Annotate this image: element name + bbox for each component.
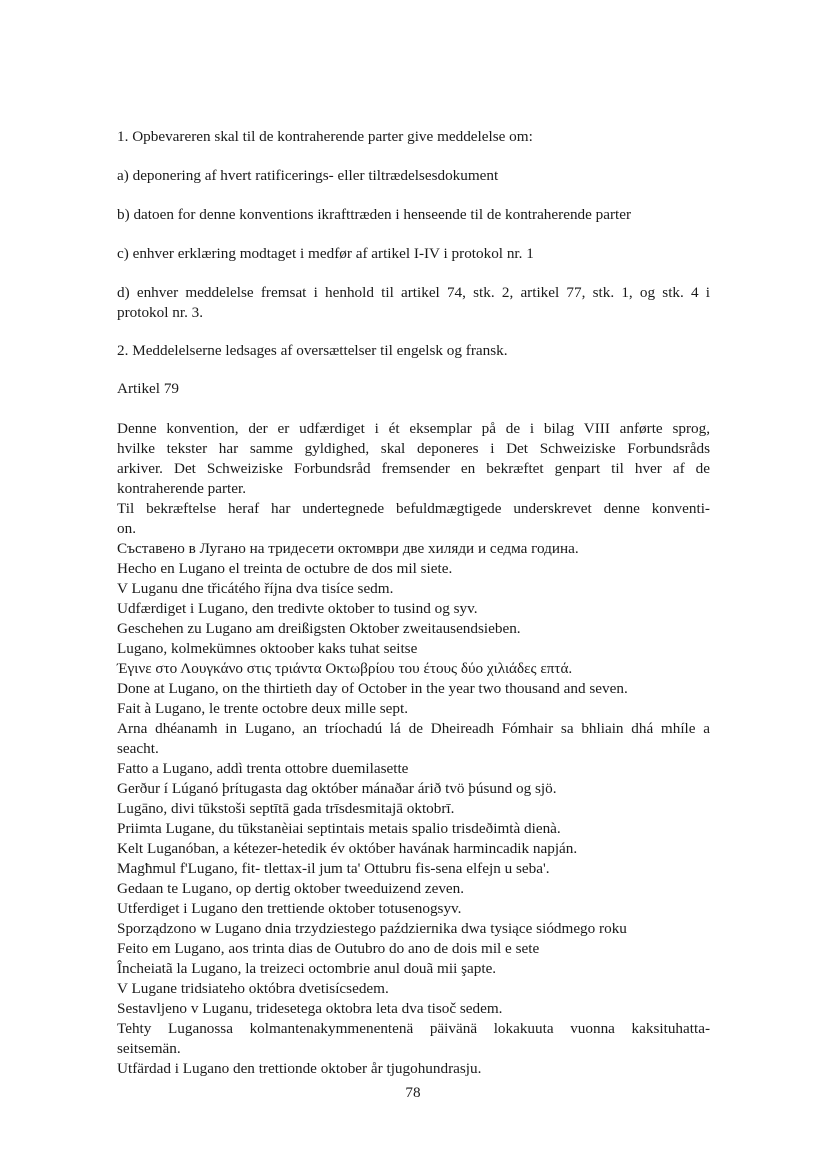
done-at-line: Lugāno, divi tūkstoši septītā gada trīsdesmitajā oktobrī. (117, 800, 455, 817)
list-item-d (117, 283, 710, 323)
done-at-line: Kelt Luganóban, a kétezer-hetedik év október havának harmincadik napján. (117, 840, 578, 857)
done-at-line: Utferdiget i Lugano den trettiende oktober totusenogsyv. (117, 900, 462, 917)
list-item-b: b) datoen for denne konventions ikrafttræden i henseende til de kontraherende parter (117, 206, 632, 223)
done-at-line: Gerður í Lúganó þrítugasta dag október mánaðar árið tvö þúsund og sjö. (117, 780, 557, 797)
done-at-line: Arna dhéanamh in Lugano, an tríochadú lá de Dheireadh Fómhair sa bhliain dhá mhíle a (117, 720, 710, 737)
intro-line-4: kontraherende parter. (117, 480, 247, 497)
done-at-line: Geschehen zu Lugano am dreißigsten Oktober zweitausendsieben. (117, 620, 521, 637)
list-item-d-line-2: protokol nr. 3. (117, 304, 204, 321)
list-item-d-line-1: d) enhver meddelelse fremsat i henhold til artikel 74, stk. 2, artikel 77, stk. 1, og stk. 4 i (117, 284, 710, 301)
page-number: 78 (405, 1084, 421, 1101)
done-at-line: Съставено в Лугано на тридесети октомври две хиляди и седма година. (117, 540, 579, 557)
article-heading: Artikel 79 (117, 380, 180, 397)
list-item-c: c) enhver erklæring modtaget i medfør af artikel I-IV i protokol nr. 1 (117, 245, 534, 262)
done-at-line: Fatto a Lugano, addì trenta ottobre duemilasette (117, 760, 409, 777)
witness-line-1: Til bekræftelse heraf har undertegnede befuldmægtigede underskrevet denne konventi- (117, 500, 710, 517)
done-at-line: Hecho en Lugano el treinta de octubre de dos mil siete. (117, 560, 453, 577)
done-at-line: V Lugane tridsiateho októbra dvetisícsedem. (117, 980, 389, 997)
list-item-a: a) deponering af hvert ratificerings- eller tiltrædelsesdokument (117, 167, 499, 184)
done-at-line: Done at Lugano, on the thirtieth day of October in the year two thousand and seven. (117, 680, 628, 697)
done-at-line: Sporządzono w Lugano dnia trzydziestego października dwa tysiące siódmego roku (117, 920, 627, 937)
done-at-line: seacht. (117, 740, 159, 757)
paragraph-1: 1. Opbevareren skal til de kontraherende parter give meddelelse om: (117, 128, 533, 145)
done-at-line: Gedaan te Lugano, op dertig oktober tweeduizend zeven. (117, 880, 465, 897)
done-at-line: seitsemän. (117, 1040, 181, 1057)
article-79-body (117, 419, 710, 1079)
done-at-line: Încheiatã la Lugano, la treizeci octombrie anul douã mii şapte. (117, 960, 497, 977)
done-at-line: Έγινε στο Λουγκάνο στις τριάντα Οκτωβρίου του έτους δύο χιλιάδες επτά. (117, 660, 573, 677)
intro-line-1: Denne konvention, der er udfærdiget i ét eksemplar på de i bilag VIII anførte sprog, (117, 420, 710, 437)
paragraph-2: 2. Meddelelserne ledsages af oversættelser til engelsk og fransk. (117, 342, 508, 359)
done-at-line: Udfærdiget i Lugano, den tredivte oktober to tusind og syv. (117, 600, 478, 617)
done-at-line: Sestavljeno v Luganu, tridesetega oktobra leta dva tisoč sedem. (117, 1000, 503, 1017)
done-at-line: Tehty Luganossa kolmantenakymmenentenä päivänä lokakuuta vuonna kaksituhatta- (117, 1020, 710, 1037)
done-at-line: Fait à Lugano, le trente octobre deux mille sept. (117, 700, 409, 717)
done-at-line: Priimta Lugane, du tūkstanèiai septintais metais spalio trisdeðimtà dienà. (117, 820, 561, 837)
intro-line-3: arkiver. Det Schweiziske Forbundsråd fremsender en bekræftet genpart til hver af de (117, 460, 710, 477)
done-at-line: V Luganu dne třicátého října dva tisíce sedm. (117, 580, 394, 597)
intro-line-2: hvilke tekster har samme gyldighed, skal deponeres i Det Schweiziske Forbundsråds (117, 440, 710, 457)
done-at-line: Utfärdad i Lugano den trettionde oktober år tjugohundrasju. (117, 1060, 482, 1077)
witness-line-2: on. (117, 520, 136, 537)
done-at-line: Lugano, kolmekümnes oktoober kaks tuhat seitse (117, 640, 418, 657)
done-at-line: Feito em Lugano, aos trinta dias de Outubro do ano de dois mil e sete (117, 940, 540, 957)
done-at-line: Magħmul f'Lugano, fit- tlettax-il jum ta' Ottubru fis-sena elfejn u seba'. (117, 860, 550, 877)
